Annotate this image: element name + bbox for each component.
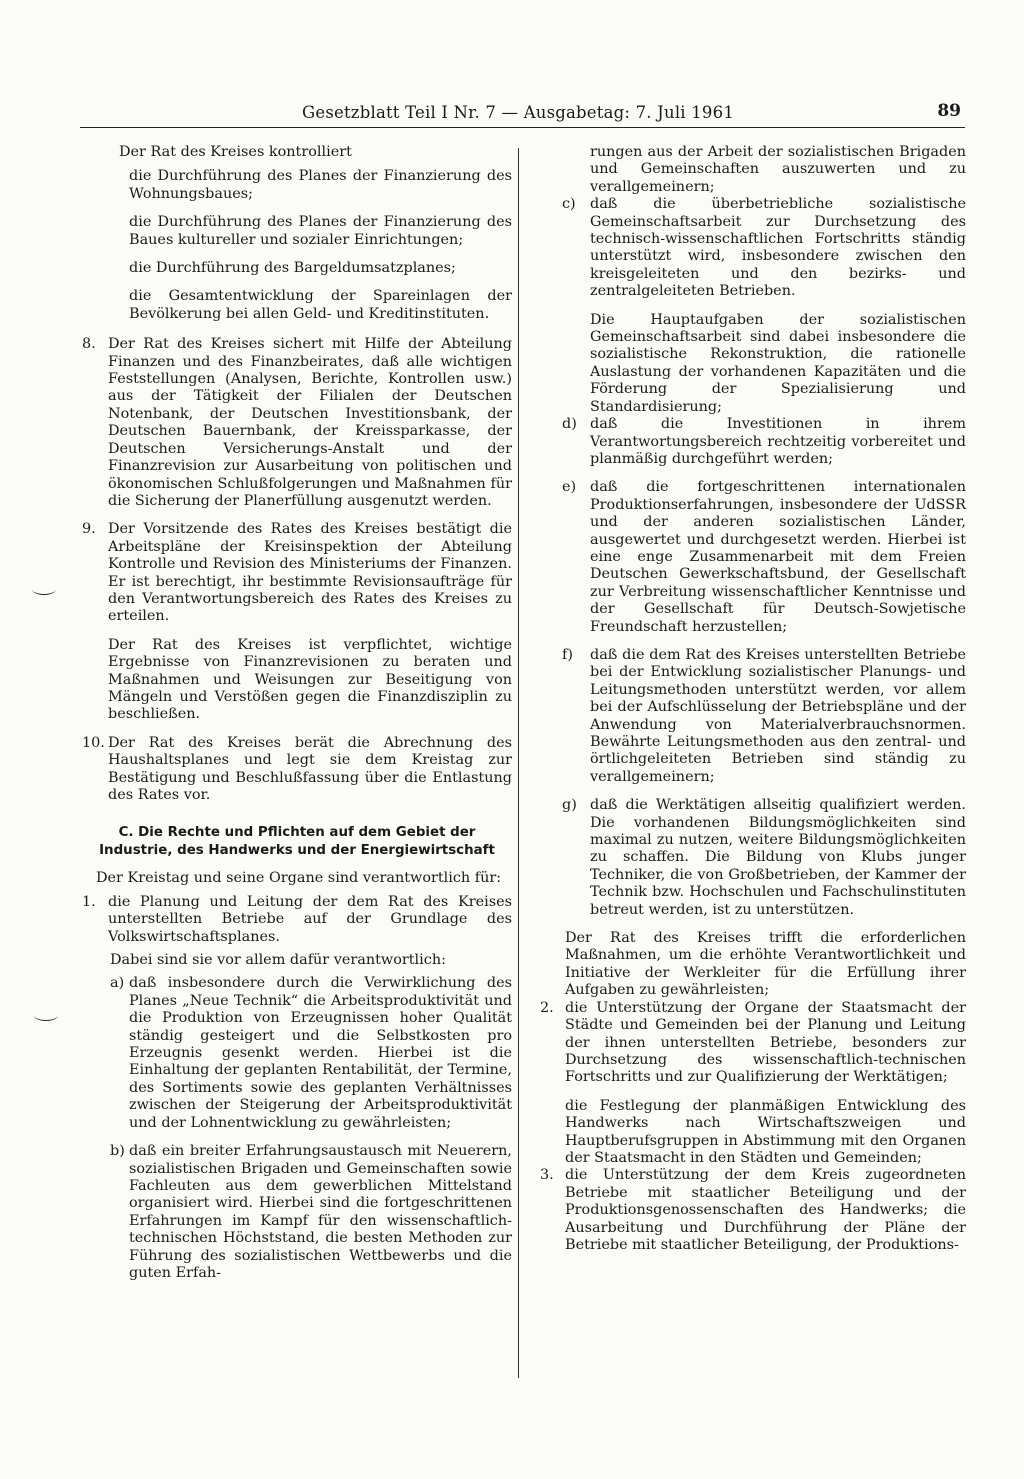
item-text: Der Rat des Kreises sichert mit Hilfe der Abteilung Finanzen und des Finanzbeirates, daß alle wichtigen Feststellungen (Analysen, Berichte, Kontrollen usw.) aus der Tätigkeit der Filialen der Deutschen Notenbank, der Deutschen Investitionsbank, der Deutschen Bauernbank, der Kreissparkasse, der Deutschen Versicherungs-Anstalt und der Finanzrevision zur Ausarbeitung von politischen und ökonomischen Schlußfolgerungen und Maßnahmen für die Sicherung der Planerfüllung ausgenutzt werden. (108, 336, 512, 509)
lettered-item-c (540, 196, 966, 300)
item-text: Der Vorsitzende des Rates des Kreises bestätigt die Arbeitspläne der Kreisinspektion der Abteilung Kontrolle und Revision des Ministeriums der Finanzen. Er ist berechtigt, ihr bestimmte Revisionsaufträge für den Verantwortungsbereich des Rates des Kreises zu erteilen. (108, 521, 512, 625)
paragraph: die Festlegung der planmäßigen Entwicklung des Handwerks nach Wirtschaftszweigen und Hauptberufsgruppen in Abstimmung mit den Organen der Staatsmacht in den Städten und Gemeinden; (565, 1097, 966, 1166)
control-item: die Durchführung des Planes der Finanzierung des Baues kultureller und sozialer Einrichtungen; (129, 214, 512, 248)
control-intro: Der Rat des Kreises kontrolliert (119, 144, 352, 160)
numbered-item-8 (82, 336, 512, 510)
section-heading (82, 824, 512, 860)
lettered-item-d (540, 416, 966, 468)
paragraph: Der Rat des Kreises ist verpflichtet, wichtige Ergebnisse von Finanzrevisionen zu beraten und Maßnahmen und Weisungen zur Beseitigung von Mängeln und Verstößen gegen die Finanzdisziplin zu beschließen. (108, 636, 512, 723)
item-number: 10. (82, 734, 105, 751)
item-number: 8. (82, 336, 96, 353)
numbered-item-10 (82, 735, 512, 805)
item-number: 1. (82, 893, 96, 910)
lettered-item-g (540, 797, 966, 919)
paragraph: Dabei sind sie vor allem dafür verantwortlich: (110, 952, 446, 969)
item-text: die Unterstützung der dem Kreis zugeordneten Betriebe mit staatlicher Beteiligung und der Produktionsgenossenschaften des Handwerks; die Ausarbeitung und Durchführung der Pläne der Betriebe mit staatlicher Beteiligung, der Produktions- (565, 1167, 966, 1253)
item-letter: e) (562, 479, 577, 496)
margin-mark (34, 1010, 58, 1021)
item-text: daß die überbetriebliche sozialistische Gemeinschaftsarbeit zur Durchsetzung des technisch-wissenschaftlichen Fortschritts ständig unterstützt wird, insbesondere zwischen den kreisgeleiteten und den bezirks- und zentralgeleiteten Betrieben. (590, 196, 966, 300)
item-text: daß ein breiter Erfahrungsaustausch mit Neuerern, sozialistischen Brigaden und Gemeinschaften sowie Fachleuten aus dem gewerblichen Mittelstand organisiert wird. Hierbei sind die fortgeschrittenen Erfahrungen im Kampf für den wissenschaftlich-technischen Höchststand, die besten Methoden zur Führung des sozialistischen Wettbewerbs und die guten Erfah- (129, 1143, 512, 1281)
item-number: 9. (82, 521, 96, 538)
control-item: die Gesamtentwicklung der Spareinlagen der Bevölkerung bei allen Geld- und Kreditinstituten. (129, 288, 512, 322)
item-text: Der Rat des Kreises berät die Abrechnung des Haushaltsplanes und legt sie dem Kreistag zur Bestätigung und Beschlußfassung über die Entlastung des Rates vor. (108, 734, 512, 803)
item-letter: g) (562, 797, 577, 814)
column-rule (518, 148, 519, 1378)
header-title: Gesetzblatt Teil I Nr. 7 — Ausgabetag: 7. Juli 1961 (302, 103, 735, 122)
left-column (82, 144, 512, 1293)
item-number: 3. (540, 1167, 554, 1184)
paragraph: Der Rat des Kreises trifft die erforderlichen Maßnahmen, um die erhöhte Verantwortlichkeit und Initiative der Werkleiter für die Erfüllung ihrer Aufgaben zu gewährleisten; (565, 930, 966, 999)
item-text: daß die fortgeschrittenen internationalen Produktionserfahrungen, insbesondere der UdSSR und der anderen sozialistischen Länder, ausgewertet und durchgesetzt werden. Hierbei ist eine enge Zusammenarbeit mit dem Freien Deutschen Gewerkschaftsbund, der Gesellschaft zur Verbreitung wissenschaftlicher Kenntnisse und der Gesellschaft für Deutsch-Sowjetische Freundschaft herzustellen; (590, 479, 966, 635)
numbered-item-2 (540, 1000, 966, 1087)
lettered-item-f (540, 647, 966, 786)
numbered-item-3 (540, 1167, 966, 1254)
item-text: daß die Investitionen in ihrem Verantwortungsbereich rechtzeitig vorbereitet und planmäßig durchgeführt werden; (590, 416, 966, 467)
margin-mark (32, 584, 56, 595)
item-text: daß die dem Rat des Kreises unterstellten Betriebe bei der Entwicklung sozialistischer Planungs- und Leitungsmethoden unterstützt werden, vor allem bei der Aufschlüsselung der Betriebspläne und der Anwendung von Materialverbrauchsnormen. Bewährte Leitungsmethoden aus den zentral- und örtlichgeleiteten Betrieben sind ständig zu verallgemeinern; (590, 646, 966, 785)
page-number: 89 (937, 101, 961, 121)
right-column (540, 144, 966, 1265)
item-number: 2. (540, 999, 554, 1016)
numbered-item-9 (82, 521, 512, 625)
page-header (80, 101, 965, 128)
section-heading-line: Industrie, des Handwerks und der Energiewirtschaft (99, 843, 495, 859)
paragraph: rungen aus der Arbeit der sozialistischen Brigaden und Gemeinschaften auszuwerten und zu verallgemeinern; (590, 144, 966, 195)
section-intro: Der Kreistag und seine Organe sind verantwortlich für: (96, 870, 502, 887)
control-item: die Durchführung des Planes der Finanzierung des Wohnungsbaues; (129, 168, 512, 202)
item-text: die Unterstützung der Organe der Staatsmacht der Städte und Gemeinden bei der Planung und Leitung der ihnen unterstellten Betriebe, besonders zur Durchsetzung des wissenschaftlich-technischen Fortschritts und zur Qualifizierung der Werktätigen; (565, 999, 966, 1086)
section-heading-line: C. Die Rechte und Pflichten auf dem Gebiet der (118, 825, 476, 841)
control-item: die Durchführung des Bargeldumsatzplanes; (129, 260, 456, 277)
item-letter: b) (110, 1143, 125, 1160)
paragraph: Die Hauptaufgaben der sozialistischen Gemeinschaftsarbeit sind dabei insbesondere die sozialistische Rekonstruktion, die rationelle Auslastung der vorhandenen Kapazitäten und die Förderung der Spezialisierung und Standardisierung; (590, 311, 966, 415)
item-text: daß insbesondere durch die Verwirklichung des Planes „Neue Technik“ die Arbeitsproduktivität und die Produktion von Erzeugnissen hoher Qualität ständig gesteigert und die Selbstkosten pro Erzeugnis gesenkt werden. Hierbei ist die Einhaltung der geplanten Rentabilität, der Termine, des Sortiments sowie des geplanten Verhältnisses zwischen der Steigerung der Arbeitsproduktivität und der Lohnentwicklung zu gewährleisten; (129, 975, 512, 1131)
item-letter: f) (562, 646, 573, 663)
item-text: die Planung und Leitung der dem Rat des Kreises unterstellten Betriebe auf der Grundlage des Volkswirtschaftsplanes. (108, 893, 512, 945)
lettered-item-e (540, 479, 966, 636)
item-text: daß die Werktätigen allseitig qualifiziert werden. Die vorhandenen Bildungsmöglichkeiten sind maximal zu nutzen, weitere Bildungsmöglichkeiten zu schaffen. Die Bildung von Klubs junger Techniker, die von Großbetrieben, der Kammer der Technik bzw. Hochschulen und Fachschulinstituten betreut werden, ist zu unterstützen. (590, 797, 966, 918)
lettered-item-a (82, 975, 512, 1132)
numbered-item-1 (82, 894, 512, 946)
item-letter: c) (562, 196, 576, 213)
item-letter: a) (110, 975, 125, 992)
lettered-item-b (82, 1143, 512, 1282)
item-letter: d) (562, 416, 577, 433)
